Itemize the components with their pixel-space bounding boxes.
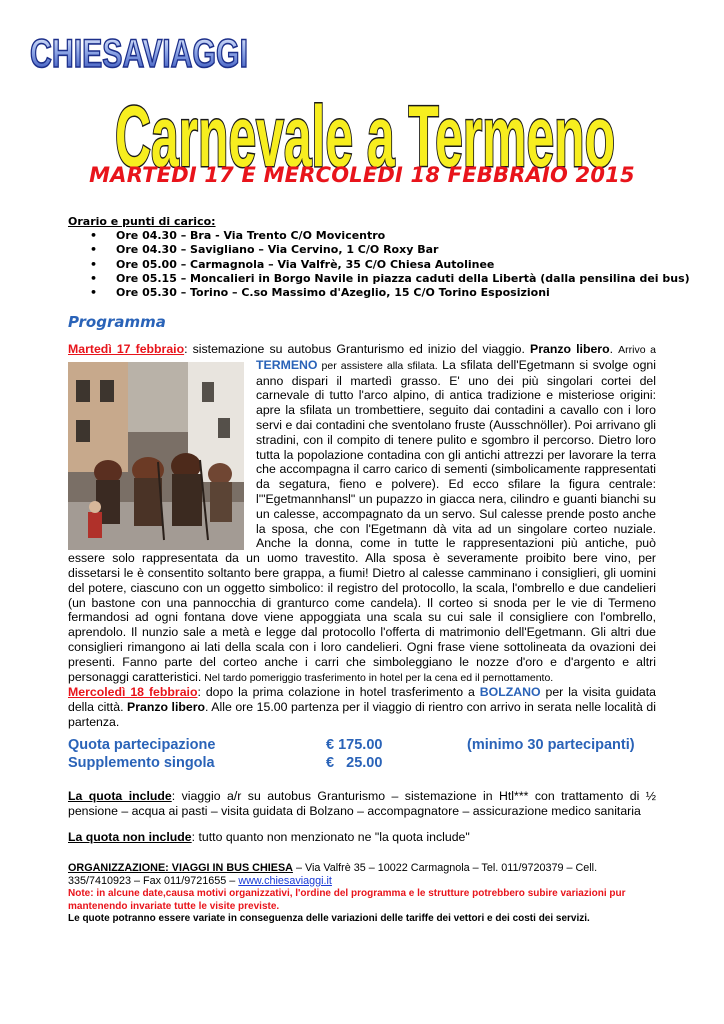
quota-label: Quota partecipazione: [68, 737, 216, 753]
pickup-stop: • Ore 04.30 – Bra - Via Trento C/O Movicentro: [116, 229, 716, 243]
quota-price: € 175.00: [326, 737, 383, 753]
day1-label: Martedì 17 febbraio: [68, 342, 185, 356]
programma-heading: Programma: [68, 313, 166, 331]
supplemento-label: Supplemento singola: [68, 755, 215, 771]
programma-text: [68, 342, 656, 730]
carnival-parade-photo: [68, 362, 244, 550]
bolzano-place: BOLZANO: [479, 685, 541, 700]
pickup-stops-list: [68, 229, 716, 300]
quota-non-include: La quota non include: tutto quanto non menzionato ne "la quota include": [68, 830, 470, 844]
pickup-stop: • Ore 05.15 – Moncalieri in Borgo Navile in piazza caduti della Libertà (dalla pensilina dei bus): [116, 272, 716, 286]
quota-minimum: (minimo 30 partecipanti): [467, 737, 635, 753]
supplemento-price: € 25.00: [326, 755, 383, 771]
note-prices: Le quote potranno essere variate in conseguenza delle variazioni delle tariffe dei vettori e dei costi dei servizi.: [68, 913, 590, 924]
day1-paragraph: Martedì 17 febbraio: sistemazione su autobus Granturismo ed inizio del viaggio. Pranzo libero. Arrivo a TERMENO per assistere alla sfilata. La sfilata dell'Egetmann si svolge ogni anno dispari il martedì grasso. E' uno dei più singolari cortei del carnevale di tutto l'arco alpino, di antica tradizione e misteriose origini: apre la sfilata un trombettiere, seguito dai contadini a cavallo con i loro servi e dai contadini che sventolano fruste (Ausschnöller). Poi arrivano gli stradini, con il compito di tenere pulito e sgombro il percorso. Dietro loro tutta la popolazione contadina con gli antichi attrezzi per lavorare la terra che accompagna il carro carico di sementi (simbolicamente rappresentati da segatura, fieno e polvere). Ed ecco sfilare la figura centrale: l'"Egetmannhansl" un pupazzo in giacca nera, cilindro e guanti bianchi su un calesse, accompagnato da un servo. Sul calesse prende posto anche la sposa, che con l'Egetmann dà vita ad un singolare corteo nuziale. Anche la donna, come in tutte le rappresentazioni più antiche, può essere solo rappresentata da un uomo travestito. Alla sposa è severamente proibito bere vino, per dissetarsi le è consentito soltanto bere grappa, a fiumi! Dietro al calesse camminano i consiglieri, gli uomini del potere, ciascuno con un oggetto simbolico: il registro del protocollo, la scala, l'ombrello e due candelieri (un bastone con una pannocchia di granturco come candela). Il corteo si snoda per le vie di Termeno fermandosi ad ogni fontana dove viene appoggiata una scala su cui sale il consigliere con l'ombrello, aprendolo. Il nunzio sale a metà e legge dal protocollo l'offerta di matrimonio dell'Egetmann. Gli altri due consiglieri rimangono ai lati della scala con i loro candelieri. Ogni frase viene sottolineata da ovazioni dei presenti. Fanno parte del corteo anche i carri che simboleggiano le nozze d'oro e d'argento e altri personaggi caratteristici. Nel tardo pomeriggio trasferimento in hotel per la cena ed il pernottamento.: [68, 342, 656, 684]
event-dates: MARTEDI 17 E MERCOLEDI 18 FEBBRAIO 2015: [89, 163, 635, 187]
chiesaviaggi-logo: [28, 30, 250, 76]
website-link[interactable]: www.chiesaviaggi.it: [238, 875, 332, 887]
quota-include: La quota include: viaggio a/r su autobus Granturismo – sistemazione in Htl*** con trattamento di ½ pensione – acqua ai pasti – visita guidata di Bolzano – accompagnatore – assicurazione medico sanitaria: [68, 789, 656, 818]
pickup-stop: • Ore 04.30 – Savigliano – Via Cervino, 1 C/O Roxy Bar: [116, 243, 716, 257]
pickup-stop: • Ore 05.00 – Carmagnola – Via Valfrè, 35 C/O Chiesa Autolinee: [116, 258, 716, 272]
svg-text:Carnevale a Termeno: Carnevale a Termeno: [115, 89, 615, 185]
orario-heading: Orario e punti di carico:: [68, 215, 216, 228]
termeno-place: TERMENO: [256, 357, 318, 372]
pickup-stop: • Ore 05.30 – Torino – C.so Massimo d'Azeglio, 15 C/O Torino Esposizioni: [116, 286, 716, 300]
svg-text:CHIESAVIAGGI: CHIESAVIAGGI: [30, 32, 248, 76]
day2-paragraph: Mercoledì 18 febbraio: dopo la prima colazione in hotel trasferimento a BOLZANO per la visita guidata della città. Pranzo libero. Alle ore 15.00 partenza per il viaggio di rientro con arrivo in serata nelle località di partenza.: [68, 685, 657, 729]
organizzazione-info: ORGANIZZAZIONE: VIAGGI IN BUS CHIESA – Via Valfrè 35 – 10022 Carmagnola – Tel. 011/9720379 – Cell. 335/7410923 – Fax 011/9721655 – www.chiesaviaggi.it: [68, 862, 598, 887]
note-warning: Note: in alcune date,causa motivi organizzativi, l'ordine del programma e le strutture potrebbero subire variazioni pur mantenendo invariate tutte le visite previste.: [68, 888, 626, 912]
day2-label: Mercoledì 18 febbraio: [68, 685, 198, 700]
